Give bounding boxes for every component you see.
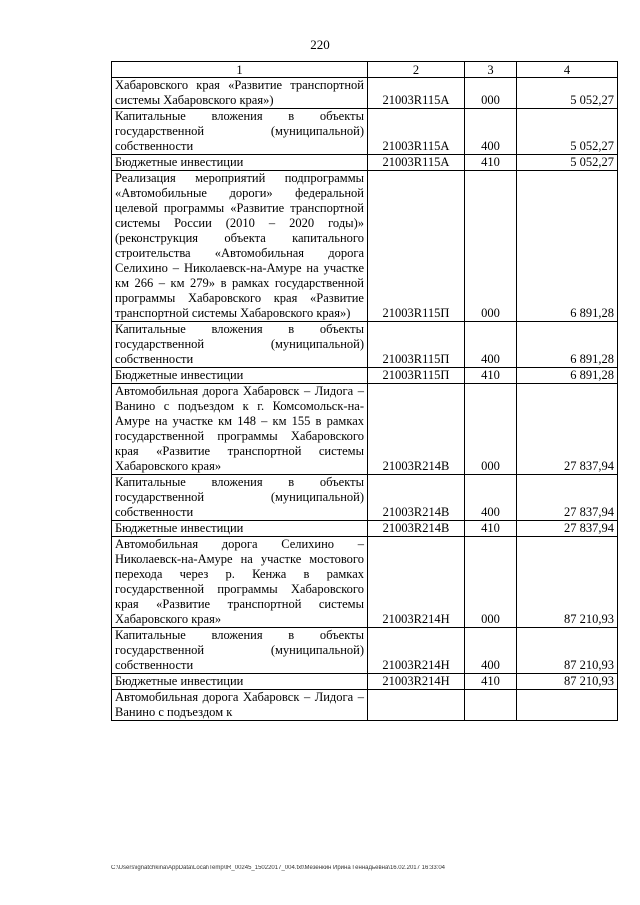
row-type-cell: 000	[465, 384, 517, 475]
row-type-cell	[465, 690, 517, 721]
row-code-cell: 21003R115П	[368, 368, 465, 384]
row-name-cell: Бюджетные инвестиции	[112, 674, 368, 690]
row-code-cell: 21003R214В	[368, 384, 465, 475]
row-amount-cell: 5 052,27	[517, 109, 618, 155]
row-amount-cell: 87 210,93	[517, 674, 618, 690]
row-name-cell: Автомобильная дорога Селихино – Николаевск-на-Амуре на участке мостового перехода через р. Кенжа в рамках государственной программы Хабаровского края «Развитие транспортной системы Хабаровского края»	[112, 537, 368, 628]
row-code-cell: 21003R214В	[368, 521, 465, 537]
table-row	[112, 171, 618, 322]
table-row	[112, 690, 618, 721]
page-number: 220	[310, 37, 330, 52]
row-amount-cell: 87 210,93	[517, 537, 618, 628]
row-code-cell: 21003R115А	[368, 109, 465, 155]
row-amount-cell: 6 891,28	[517, 322, 618, 368]
row-type-cell: 000	[465, 78, 517, 109]
row-amount-cell: 5 052,27	[517, 155, 618, 171]
row-type-cell: 410	[465, 155, 517, 171]
table-row	[112, 78, 618, 109]
table-row	[112, 521, 618, 537]
column-header-type: 3	[465, 62, 517, 78]
row-amount-cell: 27 837,94	[517, 475, 618, 521]
footer-file-path: C:\Users\ignatchkina\AppData\Local\Temp\IR_00245_15022017_004.txt\Мезенкин Ирина Геннадьевна\16.02.2017 16:33:04	[111, 865, 446, 871]
row-amount-cell: 27 837,94	[517, 384, 618, 475]
row-amount-cell: 5 052,27	[517, 78, 618, 109]
row-code-cell: 21003R115А	[368, 78, 465, 109]
row-name-cell: Хабаровского края «Развитие транспортной системы Хабаровского края»)	[112, 78, 368, 109]
table-row	[112, 628, 618, 674]
row-name-cell: Капитальные вложения в объекты государственной (муниципальной) собственности	[112, 628, 368, 674]
row-amount-cell: 6 891,28	[517, 171, 618, 322]
row-type-cell: 400	[465, 322, 517, 368]
row-type-cell: 000	[465, 171, 517, 322]
row-type-cell: 410	[465, 521, 517, 537]
row-code-cell: 21003R115П	[368, 322, 465, 368]
row-code-cell: 21003R115А	[368, 155, 465, 171]
header-row	[112, 62, 618, 78]
table-row	[112, 674, 618, 690]
table-row	[112, 537, 618, 628]
table-row	[112, 475, 618, 521]
table-row	[112, 384, 618, 475]
row-name-cell: Бюджетные инвестиции	[112, 521, 368, 537]
column-header-name: 1	[112, 62, 368, 78]
table-body	[112, 78, 618, 721]
table-row	[112, 368, 618, 384]
row-type-cell: 410	[465, 674, 517, 690]
row-name-cell: Капитальные вложения в объекты государственной (муниципальной) собственности	[112, 322, 368, 368]
row-code-cell: 21003R214Н	[368, 628, 465, 674]
row-code-cell: 21003R214Н	[368, 674, 465, 690]
row-amount-cell	[517, 690, 618, 721]
row-code-cell: 21003R214Н	[368, 537, 465, 628]
row-name-cell: Капитальные вложения в объекты государственной (муниципальной) собственности	[112, 475, 368, 521]
row-name-cell: Бюджетные инвестиции	[112, 368, 368, 384]
column-header-code: 2	[368, 62, 465, 78]
row-type-cell: 000	[465, 537, 517, 628]
row-name-cell: Бюджетные инвестиции	[112, 155, 368, 171]
column-header-amount: 4	[517, 62, 618, 78]
row-type-cell: 400	[465, 628, 517, 674]
budget-table	[111, 61, 618, 721]
row-code-cell: 21003R115П	[368, 171, 465, 322]
table-row	[112, 155, 618, 171]
row-code-cell: 21003R214В	[368, 475, 465, 521]
row-type-cell: 400	[465, 109, 517, 155]
row-amount-cell: 87 210,93	[517, 628, 618, 674]
row-name-cell: Автомобильная дорога Хабаровск – Лидога – Ванино с подъездом к г. Комсомольск-на-Амуре на участке км 148 – км 155 в рамках государственной программы Хабаровского края «Развитие транспортной системы Хабаровского края»	[112, 384, 368, 475]
table-row	[112, 322, 618, 368]
row-name-cell: Автомобильная дорога Хабаровск – Лидога – Ванино с подъездом к	[112, 690, 368, 721]
row-code-cell	[368, 690, 465, 721]
row-type-cell: 400	[465, 475, 517, 521]
table-row	[112, 109, 618, 155]
row-type-cell: 410	[465, 368, 517, 384]
row-name-cell: Капитальные вложения в объекты государственной (муниципальной) собственности	[112, 109, 368, 155]
row-amount-cell: 27 837,94	[517, 521, 618, 537]
row-amount-cell: 6 891,28	[517, 368, 618, 384]
table-header	[112, 62, 618, 78]
row-name-cell: Реализация мероприятий подпрограммы «Автомобильные дороги» федеральной целевой программы «Развитие транспортной системы России (2010 – 2020 годы)» (реконструкция объекта капитального строительства «Автомобильная дорога Селихино – Николаевск-на-Амуре на участке км 266 – км 279» в рамках государственной программы Хабаровского края «Развитие транспортной системы Хабаровского края»)	[112, 171, 368, 322]
